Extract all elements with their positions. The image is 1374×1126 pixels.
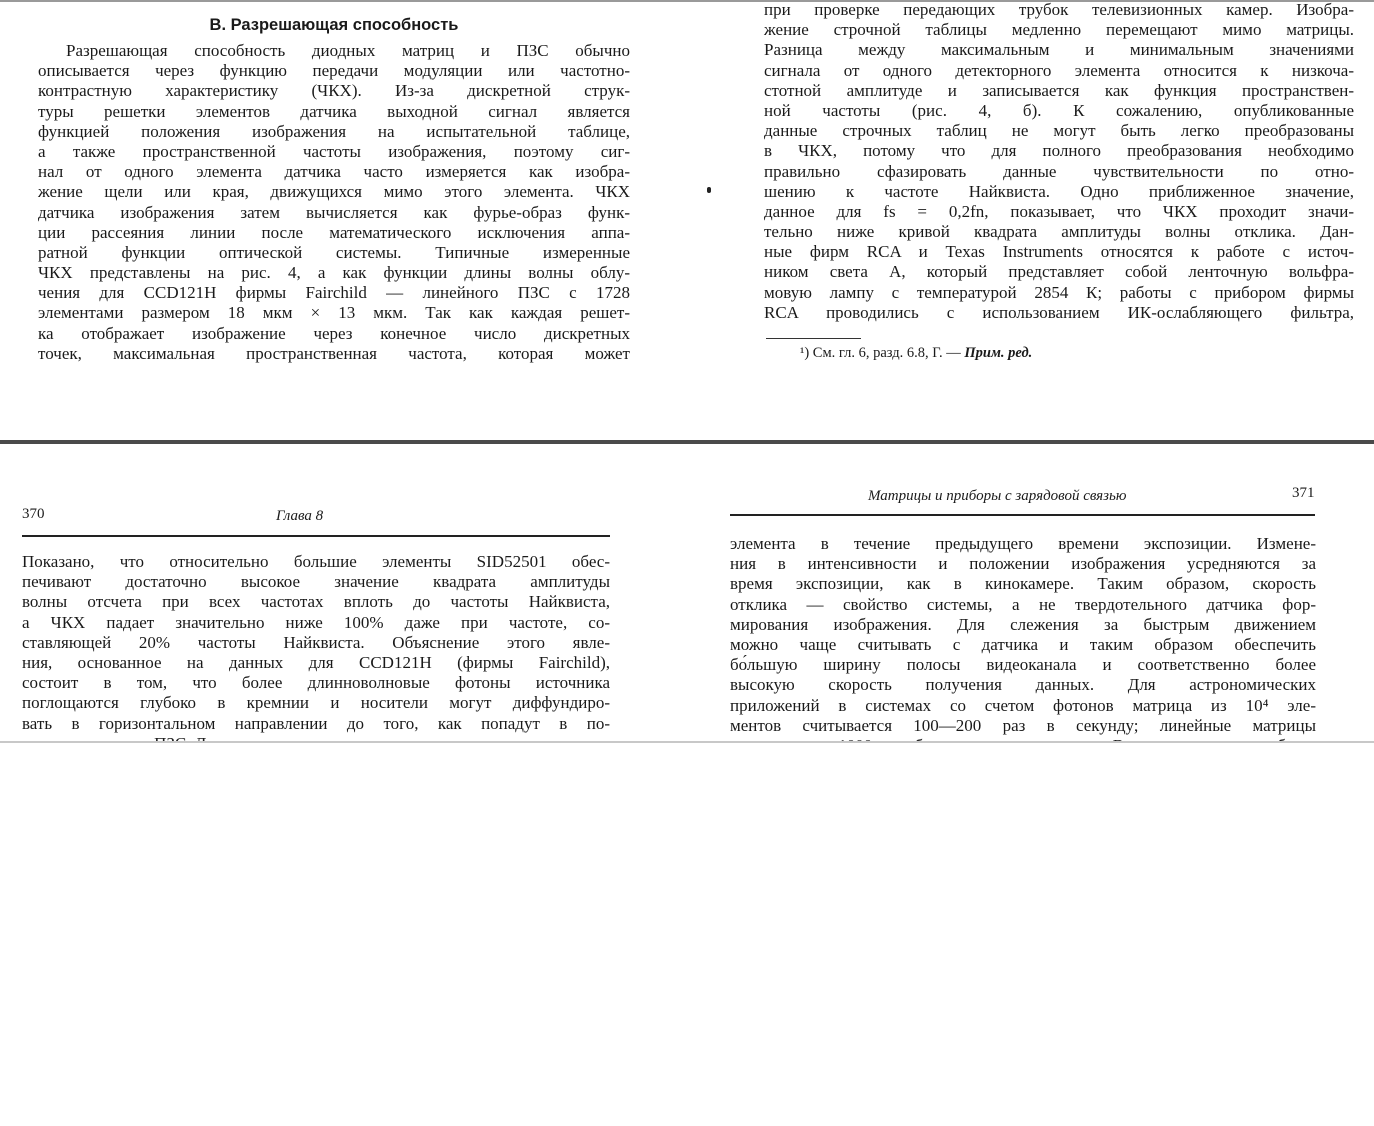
text-line: печивают достаточно высокое значение квадрата амплитуды	[22, 572, 610, 592]
blank-area	[0, 743, 1374, 1126]
text-line: бо́льшую ширину полосы видеоканала и соответственно более	[730, 655, 1316, 675]
text-line: высокую скорость получения данных. Для астрономических	[730, 675, 1316, 695]
text-line: ния в интенсивности и положении изображения усредняются за	[730, 554, 1316, 574]
footnote-text: ¹) См. гл. 6, разд. 6.8, Г. —	[800, 345, 961, 361]
text-line: отклика — свойство системы, а не твердотельного датчика фор-	[730, 594, 1316, 614]
bottom-right-column	[730, 534, 1316, 756]
header-rule-left	[22, 535, 610, 537]
text-line: стотной амплитуде и записывается как функция пространствен-	[764, 80, 1354, 100]
text-line: мовую лампу с температурой 2854 К; работы с прибором фирмы	[764, 282, 1354, 302]
text-line: датчика изображения затем вычисляется как фурье-образ функ-	[38, 202, 630, 222]
text-line: контрастную характеристику (ЧКХ). Из-за дискретной струк-	[38, 81, 630, 101]
text-line: данные строчных таблиц не могут быть легко преобразованы	[764, 121, 1354, 141]
top-left-text	[38, 41, 630, 364]
text-line: данное для fs = 0,2fn, показывает, что ЧКХ проходит значи-	[764, 201, 1354, 221]
page-number-right: 371	[1292, 485, 1315, 501]
text-line: элементами размером 18 мкм × 13 мкм. Так как каждая решет-	[38, 303, 630, 323]
text-line: а также пространственной частоты изображения, поэтому сиг-	[38, 141, 630, 161]
text-line: функцией положения изображения на испытательной таблице,	[38, 121, 630, 141]
text-line: волны отсчета при всех частотах вплоть до частоты Найквиста,	[22, 592, 610, 612]
text-line: чения для CCD121H фирмы Fairchild — линейного ПЗС с 1728	[38, 283, 630, 303]
text-line: шению к частоте Найквиста. Одно приближенное значение,	[764, 181, 1354, 201]
text-line: а ЧКХ падает значительно ниже 100% даже при частоте, со-	[22, 612, 610, 632]
bottom-right-text	[730, 534, 1316, 756]
text-line: вать в горизонтальном направлении до того, как попадут в по-	[22, 713, 610, 733]
text-line: в ЧКХ, потому что для полного преобразования необходимо	[764, 141, 1354, 161]
text-line: ния, основанное на данных для CCD121H (фирмы Fairchild),	[22, 652, 610, 672]
top-left-column	[38, 15, 630, 364]
text-line: ной частоты (рис. 4, б). К сожалению, опубликованные	[764, 100, 1354, 120]
bottom-left-text	[22, 552, 610, 754]
scan-speck	[707, 187, 711, 193]
text-line: элемента в течение предыдущего времени экспозиции. Измене-	[730, 534, 1316, 553]
footnote	[800, 345, 1032, 362]
text-line: при проверке передающих трубок телевизионных камер. Изобра-	[764, 0, 1354, 19]
text-line: правильно сфазировать данные чувствительности по отно-	[764, 161, 1354, 181]
text-line: точек, максимальная пространственная частота, которая может	[38, 343, 630, 363]
bottom-left-column	[22, 552, 610, 754]
running-head-left: Глава 8	[276, 508, 324, 524]
text-line: ставляющей 20% частоты Найквиста. Объяснение этого явле-	[22, 632, 610, 652]
text-line: ции рассеяния линии после математического исключения аппа-	[38, 222, 630, 242]
text-line: ные фирм RCA и Texas Instruments относятся к работе с источ-	[764, 242, 1354, 262]
text-line: ратной функции оптической системы. Типичные измеренные	[38, 242, 630, 262]
bottom-scan-strip	[0, 444, 1374, 741]
text-line: Разрешающая способность диодных матриц и ПЗС обычно	[66, 41, 630, 60]
text-line: ЧКХ представлены на рис. 4, а как функции длины волны облу-	[38, 263, 630, 283]
text-line: RCA проводились с использованием ИК-ослабляющего фильтра,	[764, 302, 1354, 322]
text-line: приложений в системах со счетом фотонов матрица из 10⁴ эле-	[730, 695, 1316, 715]
header-rule-right	[730, 514, 1315, 516]
text-line: состоит в том, что более длинноволновые фотоны источника	[22, 673, 610, 693]
footnote-editor-note: Прим. ред.	[964, 345, 1033, 361]
top-scan-strip	[0, 2, 1374, 440]
text-line: сигнала от одного детекторного элемента относится к низкоча-	[764, 60, 1354, 80]
text-line: Показано, что относительно большие элементы SID52501 обес-	[22, 552, 610, 571]
text-line: туры решетки элементов датчика выходной сигнал является	[38, 101, 630, 121]
text-line: описывается через функцию передачи модуляции или частотно-	[38, 61, 630, 81]
text-line: Разница между максимальным и минимальным значениями	[764, 40, 1354, 60]
text-line: поглощаются глубоко в кремнии и носители могут диффундиро-	[22, 693, 610, 713]
top-right-column	[764, 0, 1354, 323]
page-number-left: 370	[22, 506, 45, 522]
text-line: ка отображает изображение через конечное число дискретных	[38, 323, 630, 343]
text-line: время экспозиции, как в кинокамере. Таким образом, скорость	[730, 574, 1316, 594]
text-line: жение щели или края, движущихся мимо этого элемента. ЧКХ	[38, 182, 630, 202]
text-line: тельно ниже кривой квадрата амплитуды волны отклика. Дан-	[764, 222, 1354, 242]
running-head-right: Матрицы и приборы с зарядовой связью	[868, 488, 1127, 504]
text-line: мирования изображения. Для слежения за быстрым движением	[730, 614, 1316, 634]
footnote-rule	[766, 338, 861, 339]
text-line: жение строчной таблицы медленно перемещают мимо матрицы.	[764, 20, 1354, 40]
section-heading: В. Разрешающая способность	[209, 16, 459, 34]
text-line: нал от одного элемента датчика часто измеряется как изобра-	[38, 162, 630, 182]
text-line: ником света A, который представляет собой ленточную вольфра-	[764, 262, 1354, 282]
top-right-text	[764, 0, 1354, 323]
text-line: можно чаще считывать с датчика и таким образом обеспечить	[730, 634, 1316, 654]
text-line: ментов считывается 100—200 раз в секунду; линейные матрицы	[730, 715, 1316, 735]
